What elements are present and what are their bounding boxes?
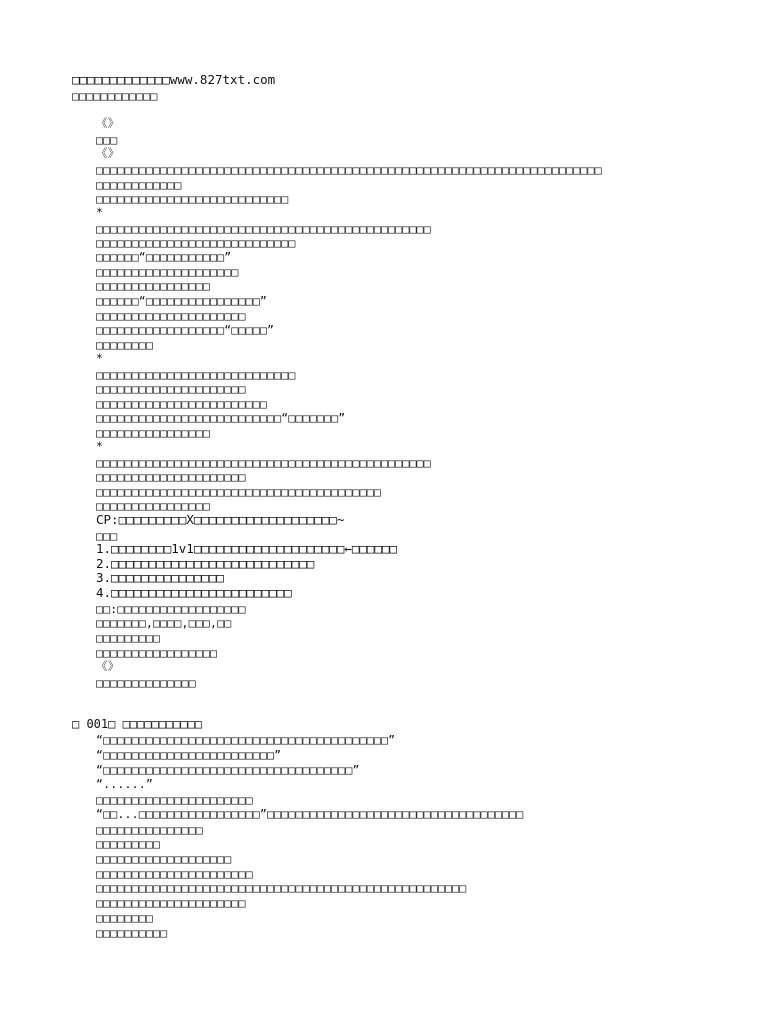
chapter-line: “□□□□□□□□□□□□□□□□□□□□□□□□□□□□□□□□□□□□□□□□” <box>96 733 396 747</box>
intro-line: □□□□□□□□□□□□□□□□□□□□□□□□□□□□□□□□□□□□□□□□ <box>96 485 381 499</box>
rule-item-1: 1.□□□□□□□□1v1□□□□□□□□□□□□□□□□□□□□←□□□□□□ <box>96 541 398 556</box>
intro-line: □□□□□□□□□□□□□□□□□□“□□□□□” <box>96 323 275 337</box>
intro-line: □□□□□□□□□□□□□□□□□ <box>96 646 218 660</box>
intro-line: □□□□□□□□□□□□□□□□□□□□ <box>96 265 239 279</box>
intro-line: □□□□□□□□□ <box>96 631 161 645</box>
section-separator: * <box>96 205 104 219</box>
intro-line: □□□□□□□□□□□□□□□□ <box>96 499 210 513</box>
intro-line: □□□□□□□□□□□□□□ <box>96 676 196 690</box>
site-header-line: □□□□□□□□□□□□□www.827txt.com <box>72 72 276 87</box>
book-title-mark: 《》 <box>96 659 120 673</box>
intro-line: □□□□□□□□□□□□□□□□□□□□□□□□□□□ <box>96 192 289 206</box>
intro-line: □□□□□□□□□□□□□□□□□□□□□□□□□□□□□□□□□□□□□□□□□□□□□□□ <box>96 222 431 236</box>
chapter-line: □□□□□□□□□□□□□□□□□□□□□□ <box>96 793 253 807</box>
intro-line: □□□□□□□□□□□□□□□□□□□□□ <box>96 309 246 323</box>
intro-line: □□□ <box>96 133 118 147</box>
chapter-line: □□□□□□□□□□□□□□□□□□□ <box>96 852 232 866</box>
intro-line: □□□□□□□□□□□□□□□□ <box>96 426 210 440</box>
section-separator: * <box>96 351 104 365</box>
chapter-line: “□□...□□□□□□□□□□□□□□□□□”□□□□□□□□□□□□□□□□□□□□□□□□□□□□□□□□□□□□ <box>96 807 524 821</box>
tags-line: □□:□□□□□□□□□□□□□□□□□□ <box>96 602 246 616</box>
cp-line: CP:□□□□□□□□□X□□□□□□□□□□□□□□□□□□□~ <box>96 512 345 527</box>
book-title-mark: 《》 <box>96 146 120 160</box>
chapter-heading: □ 001□ □□□□□□□□□□□ <box>72 717 203 731</box>
intro-line: □□□□□□□□□□□□□□□□□□□□□□□□□□□□□□□□□□□□□□□□□□□□□□□ <box>96 456 431 470</box>
site-subheader-line: □□□□□□□□□□□□ <box>72 89 158 103</box>
chapter-line: □□□□□□□□□□□□□□□□□□□□□□ <box>96 867 253 881</box>
chapter-line: □□□□□□□□ <box>96 911 153 925</box>
chapter-line: □□□□□□□□□□□□□□□ <box>96 823 203 837</box>
intro-line: □□□ <box>96 529 118 543</box>
rule-item-2: 2.□□□□□□□□□□□□□□□□□□□□□□□□□□□ <box>96 556 315 571</box>
intro-line: □□□□□□□□□□□□□□□□□□□□□ <box>96 382 246 396</box>
rule-item-3: 3.□□□□□□□□□□□□□□□ <box>96 570 224 585</box>
chapter-line: □□□□□□□□□□ <box>96 926 168 940</box>
book-title-mark: 《》 <box>96 116 120 130</box>
intro-line: □□□□□□“□□□□□□□□□□□□□□□□” <box>96 294 267 308</box>
chapter-line: “□□□□□□□□□□□□□□□□□□□□□□□□□□□□□□□□□□□” <box>96 763 360 777</box>
chapter-line: □□□□□□□□□ <box>96 837 161 851</box>
intro-line: □□□□□□□□□□□□□□□□ <box>96 279 210 293</box>
intro-line: □□□□□□□□□□□□ <box>96 178 182 192</box>
intro-line: □□□□□□□□□□□□□□□□□□□□□□□□□□□□□□□□□□□□□□□□□□□□□□□□□□□□□□□□□□□□□□□□□□□□□□□ <box>96 163 602 177</box>
tags-line: □□□□□□□,□□□□,□□□,□□ <box>96 616 232 630</box>
chapter-line: □□□□□□□□□□□□□□□□□□□□□ <box>96 896 246 910</box>
intro-line: □□□□□□□□ <box>96 338 153 352</box>
chapter-line: □□□□□□□□□□□□□□□□□□□□□□□□□□□□□□□□□□□□□□□□□□□□□□□□□□□□ <box>96 881 467 895</box>
chapter-line: “□□□□□□□□□□□□□□□□□□□□□□□□” <box>96 748 282 762</box>
chapter-line: “......” <box>96 777 153 791</box>
intro-line: □□□□□□□□□□□□□□□□□□□□□□□□□□“□□□□□□□” <box>96 411 346 425</box>
intro-line: □□□□□□□□□□□□□□□□□□□□□□□□□□□□ <box>96 368 296 382</box>
intro-line: □□□□□□□□□□□□□□□□□□□□□□□□□□□□ <box>96 236 296 250</box>
intro-line: □□□□□□□□□□□□□□□□□□□□□ <box>96 470 246 484</box>
intro-line: □□□□□□□□□□□□□□□□□□□□□□□□ <box>96 397 267 411</box>
intro-line: □□□□□□“□□□□□□□□□□□” <box>96 250 232 264</box>
rule-item-4: 4.□□□□□□□□□□□□□□□□□□□□□□□□ <box>96 585 292 600</box>
section-separator: * <box>96 439 104 453</box>
